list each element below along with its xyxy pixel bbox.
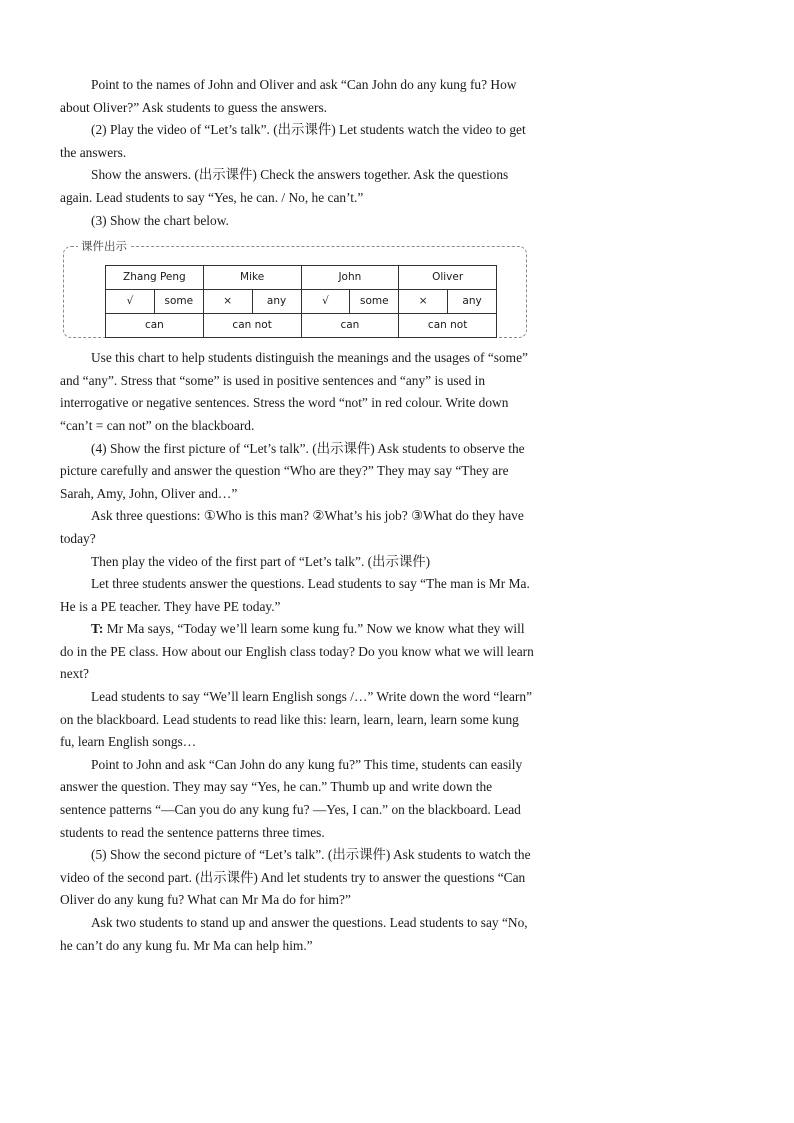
paragraph: (2) Play the video of “Let’s talk”. (出示课件) Let students watch the video to get the answers. (60, 122, 526, 160)
paragraph: (4) Show the first picture of “Let’s talk”. (出示课件) Ask students to observe the picture carefully and answer the question “Who are they?” They may say “They are Sarah, Amy, John, Oliver and…” (60, 440, 525, 501)
paragraph: Point to the names of John and Oliver and ask “Can John do any kung fu? How about Oliver?” Ask students to guess the answers. (60, 77, 517, 115)
cross-mark: × (399, 290, 448, 314)
paragraph: Then play the video of the first part of “Let’s talk”. (出示课件) (91, 553, 431, 569)
chart-ability-cell: can (301, 314, 399, 338)
paragraph: Lead students to say “We’ll learn English songs /…” Write down the word “learn” on the blackboard. Lead students to read like this: learn, learn, learn, learn some kung fu, learn English songs… (60, 689, 533, 750)
teacher-text: Mr Ma says, “Today we’ll learn some kung fu.” Now we know what they will do in the PE class. How about our English class today? Do you know what we will learn next? (60, 621, 534, 682)
chart-name-cell: Mike (203, 266, 301, 290)
paragraph: Ask three questions: ①Who is this man? ②What’s his job? ③What do they have today? (60, 508, 524, 546)
chart-name-cell: Zhang Peng (106, 266, 204, 290)
chart-word-cell: some (350, 290, 399, 314)
paragraph: (3) Show the chart below. (91, 212, 229, 228)
chart-word-cell: some (154, 290, 203, 314)
chart-word-cell: any (252, 290, 301, 314)
paragraph: Let three students answer the questions. Lead students to say “The man is Mr Ma. He is a PE teacher. They have PE today.” (60, 576, 530, 614)
lesson-page (60, 74, 535, 957)
chart-word-cell: any (448, 290, 497, 314)
chart-marks-row (106, 290, 497, 314)
teacher-paragraph (60, 618, 535, 686)
cross-mark: × (203, 290, 252, 314)
chart-name-cell: Oliver (399, 266, 497, 290)
paragraph: Point to John and ask “Can John do any kung fu?” This time, students can easily answer the question. They may say “Yes, he can.” Thumb up and write down the sentence patterns “—Can you do any kung fu? —Yes, I can.” on the blackboard. Lead students to read the sentence patterns three times. (60, 756, 523, 840)
paragraph: Use this chart to help students distinguish the meanings and the usages of “some” and “any”. Stress that “some” is used in positive sentences and “any” is used in interrogative or negative sentences. Stress the word “not” in red colour. Write down “can’t = can not” on the blackboard. (60, 350, 528, 433)
teacher-label: T: (91, 621, 104, 637)
chart-ability-cell: can not (399, 314, 497, 338)
paragraph: Ask two students to stand up and answer the questions. Lead students to say “No, he can’t do any kung fu. Mr Ma can help him.” (60, 915, 528, 953)
courseware-tag: 课件出示 (78, 238, 130, 254)
check-mark: √ (106, 290, 155, 314)
paragraph: (5) Show the second picture of “Let’s talk”. (出示课件) Ask students to watch the video of the second part. (出示课件) And let students try to answer the questions “Can Oliver do any kung fu? What can Mr Ma do for him?” (60, 847, 531, 908)
chart-ability-cell: can not (203, 314, 301, 338)
paragraph: Show the answers. (出示课件) Check the answers together. Ask the questions again. Lead students to say “Yes, he can. / No, he can’t.” (60, 167, 509, 205)
courseware-callout (63, 239, 527, 338)
chart-name-cell: John (301, 266, 399, 290)
chart-names-row (106, 266, 497, 290)
chart-ability-cell: can (106, 314, 204, 338)
ability-chart (105, 265, 497, 338)
chart-ability-row (106, 314, 497, 338)
check-mark: √ (301, 290, 350, 314)
